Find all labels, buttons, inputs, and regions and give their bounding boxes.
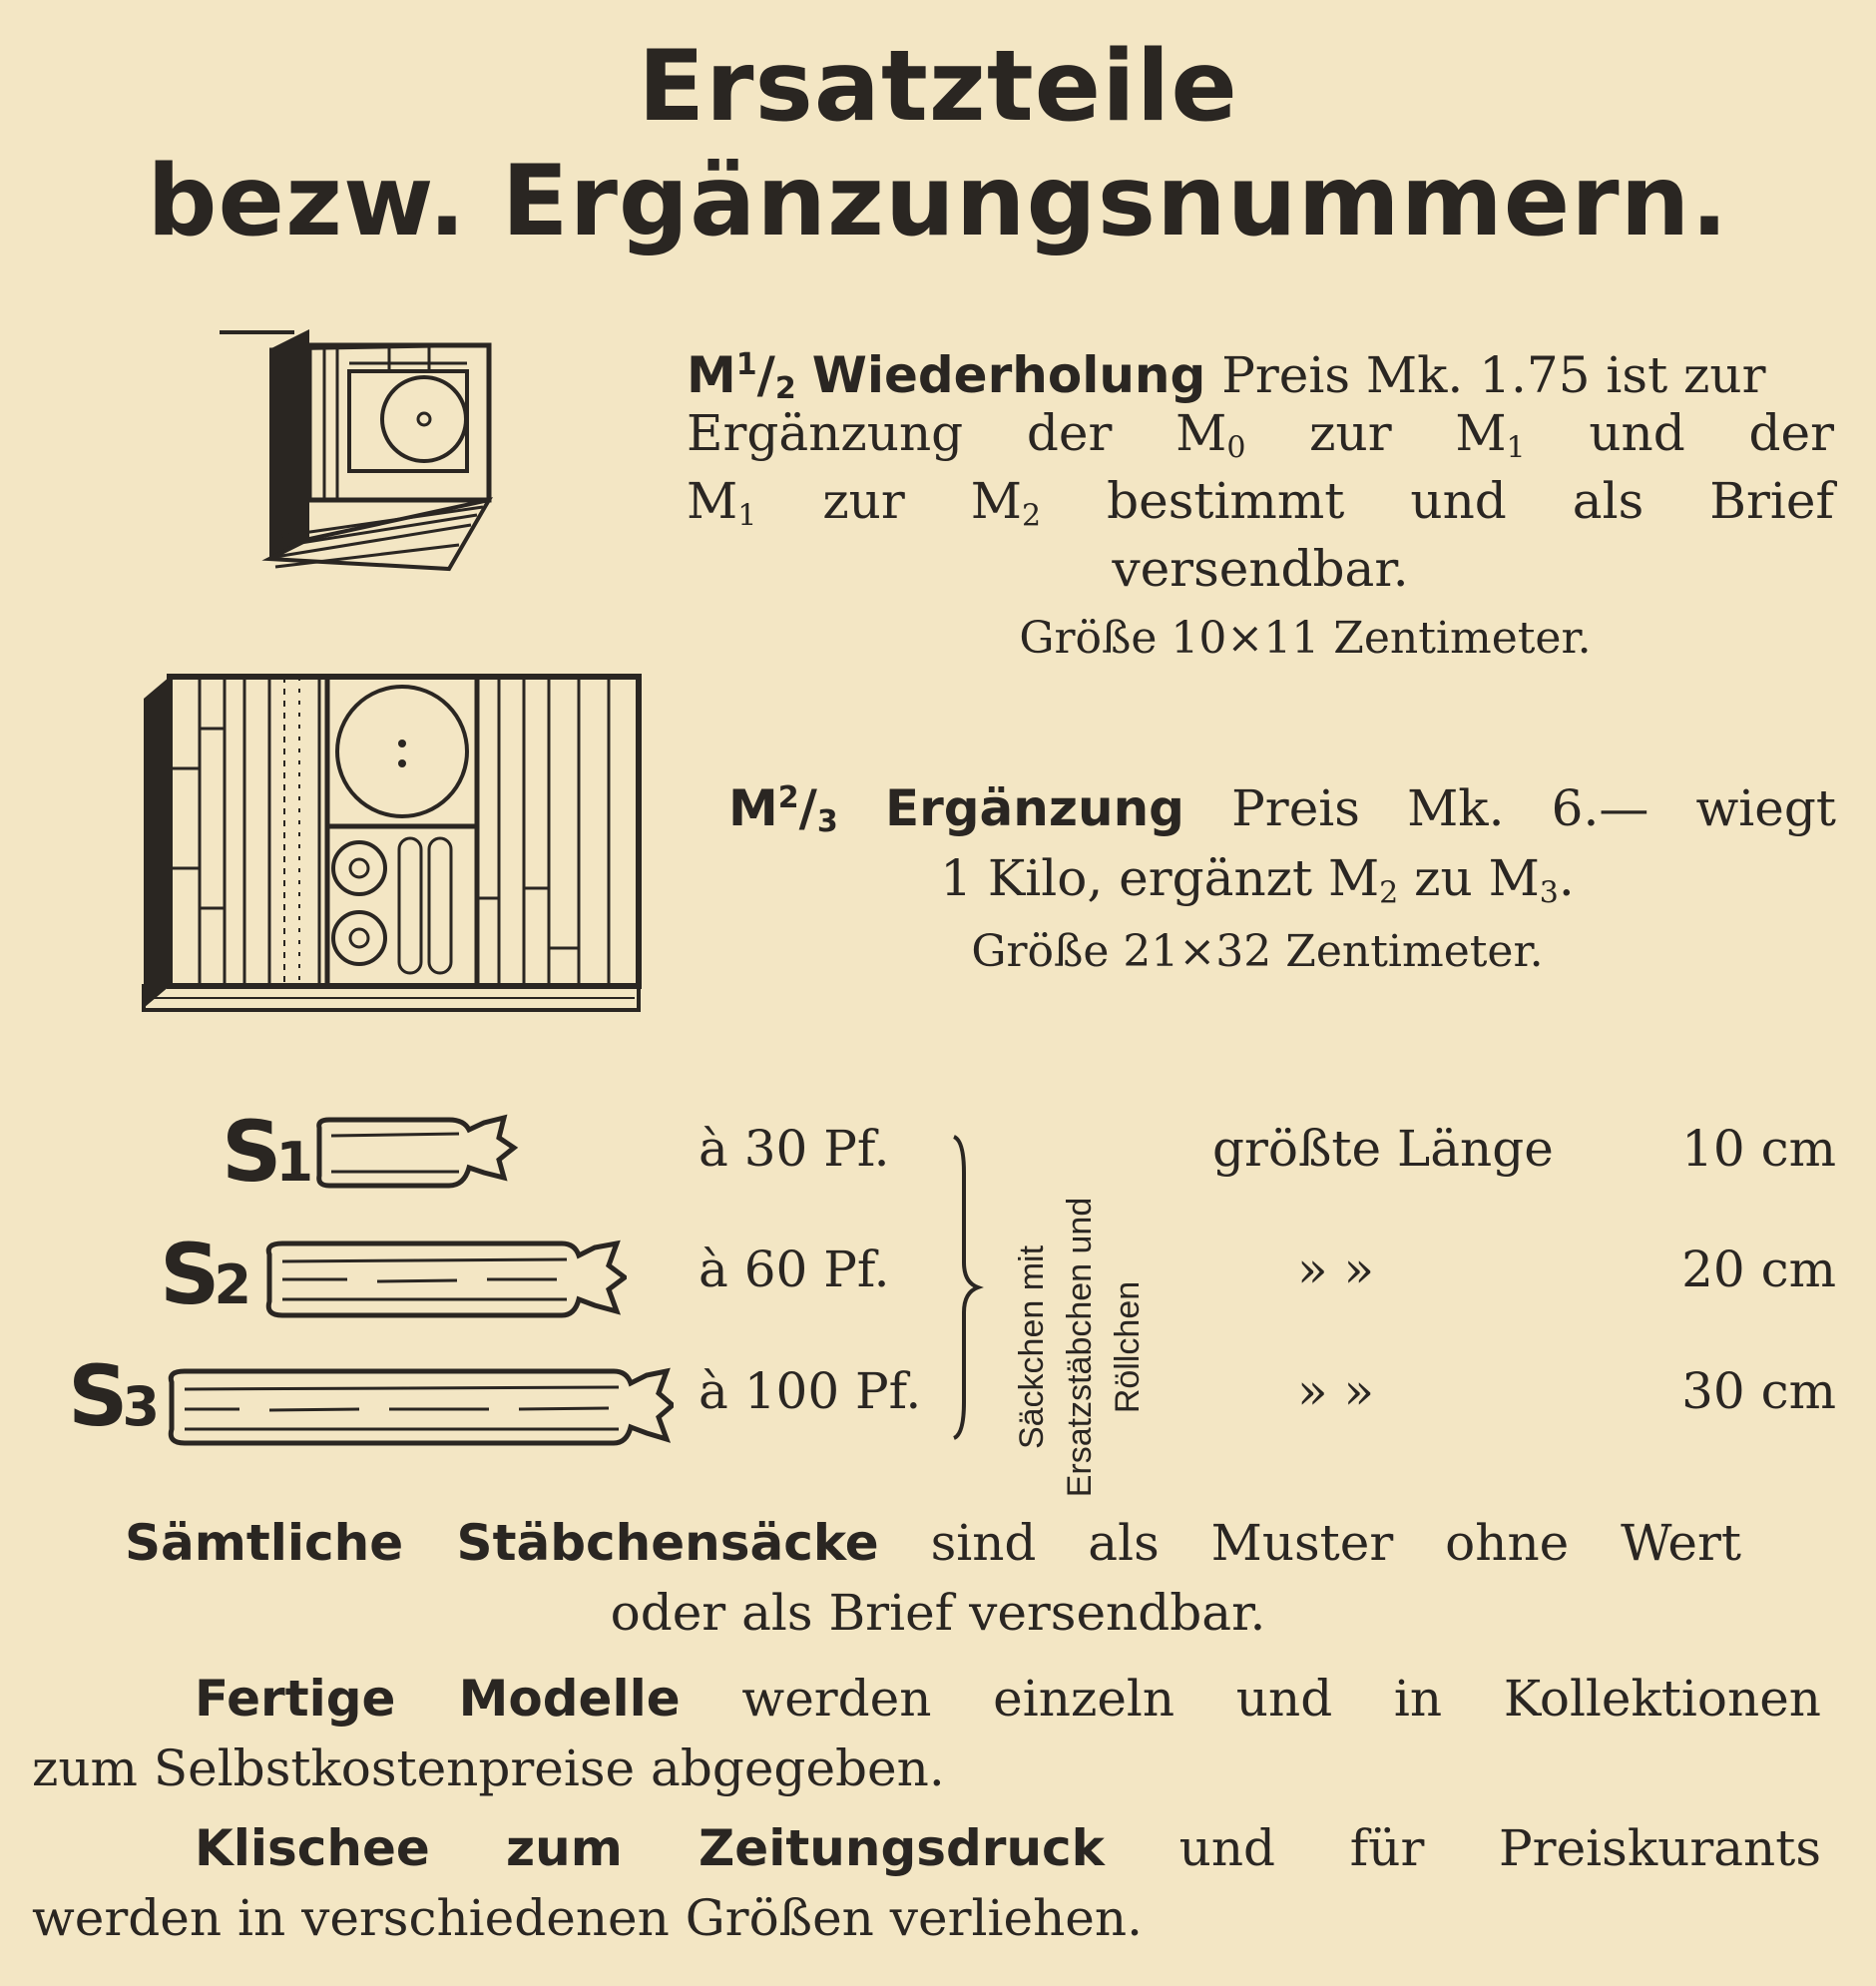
page-subtitle: bezw. Ergänzungsnummern.: [147, 145, 1729, 258]
m23-price: Preis Mk. 6.— wiegt: [1231, 779, 1836, 837]
m23-name: Ergänzung: [884, 779, 1184, 837]
m12-line4: versendbar.: [1112, 540, 1409, 598]
m12-price: Preis Mk. 1.75 ist zur: [1221, 346, 1766, 404]
bag-s1-length: 10 cm: [1681, 1120, 1836, 1178]
note-1-line2: oder als Brief versendbar.: [610, 1584, 1266, 1642]
m12-label: $M^1/_2$: [687, 346, 796, 406]
m23-label: $M^2/_3$: [728, 779, 838, 839]
note-2-line2: zum Selbstkostenpreise abgegeben.: [32, 1739, 945, 1797]
m12-size: Größe 10×11 Zentimeter.: [1019, 613, 1592, 664]
bag-s2-illustration: [257, 1230, 627, 1329]
m12-name: Wiederholung: [811, 346, 1206, 404]
bag-s2-length-label: » »: [1297, 1241, 1375, 1298]
bag-s3-label: S3: [68, 1347, 161, 1445]
bag-s3-price: à 100 Pf.: [699, 1362, 922, 1420]
bag-s3-illustration: [160, 1357, 674, 1457]
note-3-line1: Klischee zum Zeitungsdruck und für Preiskurants: [195, 1819, 1821, 1877]
m23-box-illustration: [140, 669, 649, 1018]
m23-line1: [728, 764, 1836, 856]
bag-s2-price: à 60 Pf.: [699, 1241, 890, 1298]
m12-line3: $M_1$ zur $M_2$ bestimmt und als Brief: [687, 472, 1835, 534]
m12-line2: Ergänzung der $M_0$ zur $M_1$ und der: [687, 404, 1834, 466]
note-3-bold: Klischee zum Zeitungsdruck: [195, 1819, 1105, 1877]
bag-s2-length: 20 cm: [1681, 1241, 1836, 1298]
brace-note: Säckchen mit Ersatzstäbchen und Röllchen: [1013, 1197, 1147, 1498]
m23-line2: 1 Kilo, ergänzt $M_2$ zu $M_3$.: [940, 849, 1575, 911]
brace: [948, 1133, 998, 1442]
m23-size: Größe 21×32 Zentimeter.: [971, 926, 1544, 977]
bag-s1-price: à 30 Pf.: [699, 1120, 890, 1178]
note-2-bold: Fertige Modelle: [195, 1670, 681, 1728]
bag-s2-label: S2: [160, 1226, 252, 1323]
bag-s1-label: S1: [222, 1103, 314, 1201]
note-1-line1: Sämtliche Stäbchensäcke sind als Muster ohne Wert: [125, 1514, 1741, 1572]
bag-s1-length-label: größte Länge: [1212, 1120, 1554, 1178]
note-2-line1: Fertige Modelle werden einzeln und in Kollektionen: [195, 1670, 1821, 1728]
page-title: Ersatzteile: [638, 30, 1238, 144]
note-1-bold: Sämtliche Stäbchensäcke: [125, 1514, 879, 1572]
m12-box-illustration: [210, 319, 509, 579]
bag-s3-length-label: » »: [1297, 1362, 1375, 1420]
bag-s1-illustration: [309, 1108, 529, 1198]
bag-s3-length: 30 cm: [1681, 1362, 1836, 1420]
note-3-line2: werden in verschiedenen Größen verliehen.: [32, 1889, 1143, 1947]
